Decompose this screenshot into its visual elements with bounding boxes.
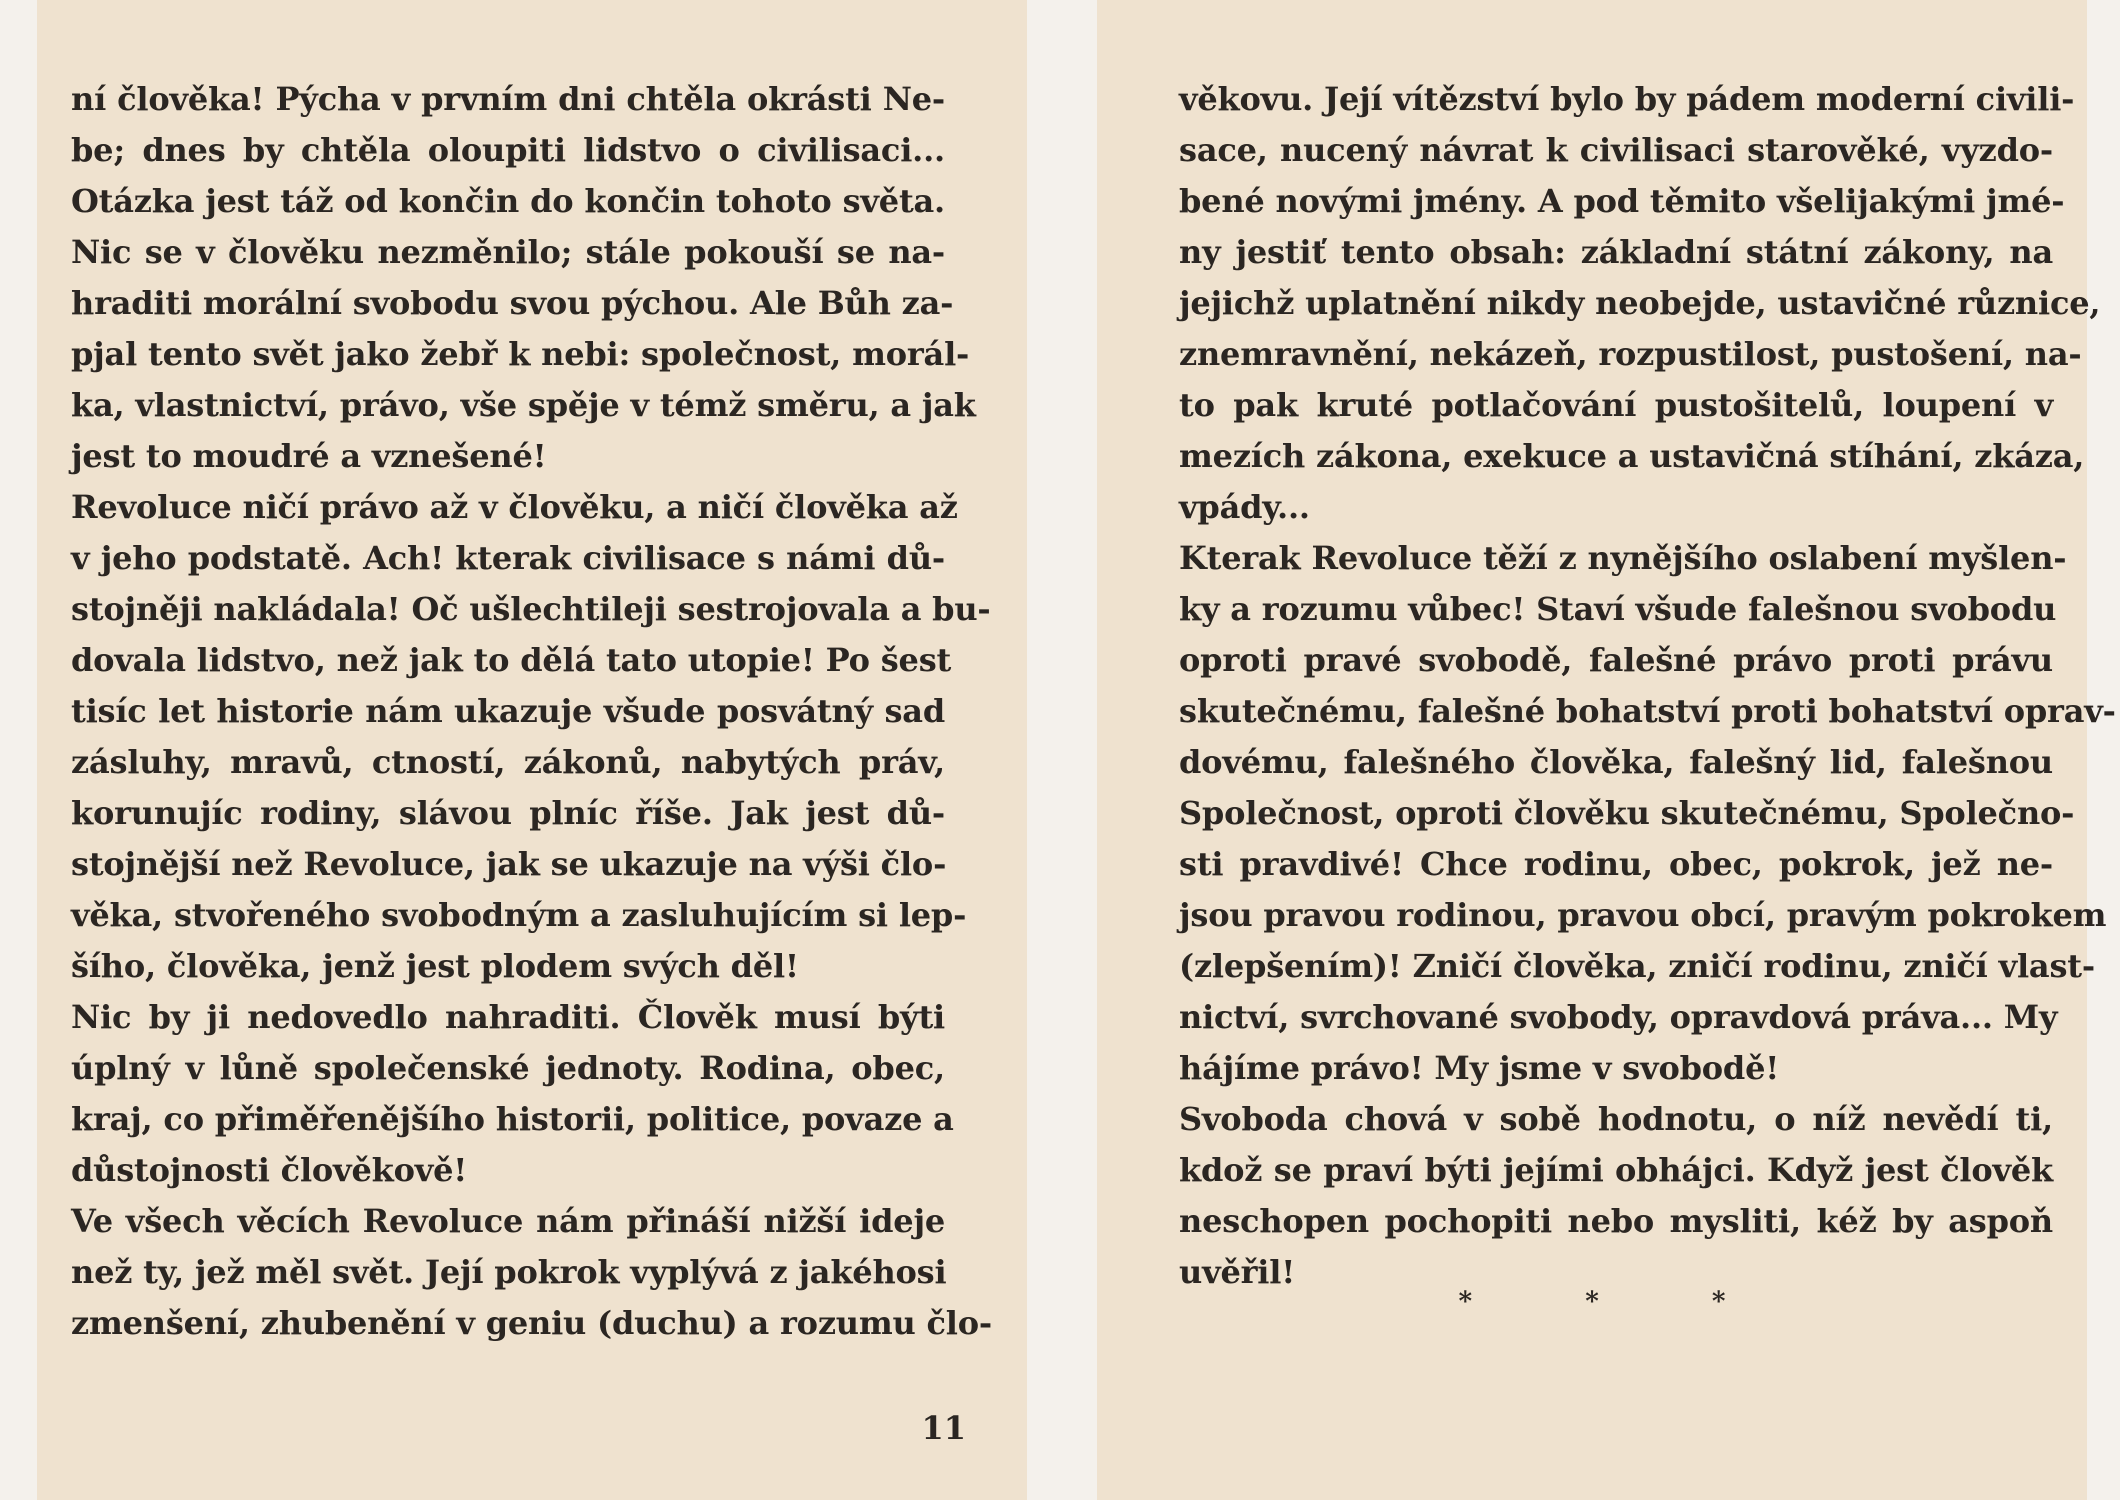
right-page-text	[1179, 74, 2116, 1298]
text-line: tisíc let historie nám ukazuje všude posvátný sad	[71, 692, 945, 730]
text-line: ní člověka! Pýcha v prvním dni chtěla okrásti Ne-	[71, 80, 945, 118]
text-line: hájíme právo! My jsme v svobodě!	[1179, 1049, 1780, 1087]
text-line: mezích zákona, exekuce a ustavičná stíhání, zkáza,	[1179, 437, 2085, 475]
text-line: věkovu. Její vítězství bylo by pádem moderní civili-	[1179, 80, 2075, 118]
text-line: než ty, jež měl svět. Její pokrok vyplývá z jakéhosi	[71, 1253, 947, 1291]
text-line: Kterak Revoluce těží z nynějšího oslabení myšlen-	[1179, 539, 2067, 577]
text-line: věka, stvořeného svobodným a zasluhujícím si lep-	[71, 896, 967, 934]
text-line: Nic by ji nedovedlo nahraditi. Člověk musí býti	[71, 998, 945, 1036]
text-line: znemravnění, nekázeň, rozpustilost, pustošení, na-	[1179, 335, 2082, 373]
text-line: Společnost, oproti člověku skutečnému, Společno-	[1179, 794, 2075, 832]
text-line: hraditi morální svobodu svou pýchou. Ale Bůh za-	[71, 284, 954, 322]
text-line: zmenšení, zhubenění v geniu (duchu) a rozumu člo-	[71, 1304, 992, 1342]
text-line: důstojnosti člověkově!	[71, 1151, 468, 1189]
text-line: skutečnému, falešné bohatství proti bohatství oprav-	[1179, 692, 2116, 730]
text-line: be; dnes by chtěla oloupiti lidstvo o civilisaci...	[71, 131, 945, 169]
text-line: Nic se v člověku nezměnilo; stále pokouší se na-	[71, 233, 945, 271]
text-line: zásluhy, mravů, ctností, zákonů, nabytých práv,	[71, 743, 945, 781]
page-number: 11	[921, 1409, 966, 1447]
text-line: dovému, falešného člověka, falešný lid, falešnou	[1179, 743, 2053, 781]
text-line: Otázka jest táž od končin do končin tohoto světa.	[71, 182, 945, 220]
text-line: (zlepšením)! Zničí člověka, zničí rodinu, zničí vlast-	[1179, 947, 2095, 985]
text-line: vpády...	[1179, 488, 1310, 526]
text-line: Svoboda chová v sobě hodnotu, o níž nevědí ti,	[1179, 1100, 2053, 1138]
text-line: uvěřil!	[1179, 1253, 1296, 1291]
text-line: kraj, co přiměřenějšího historii, politice, povaze a	[71, 1100, 954, 1138]
left-page-text	[71, 74, 992, 1349]
text-line: kdož se praví býti jejími obhájci. Když jest člověk	[1179, 1151, 2053, 1189]
text-line: jsou pravou rodinou, pravou obcí, pravým pokrokem	[1179, 896, 2107, 934]
text-line: ny jestiť tento obsah: základní státní zákony, na	[1179, 233, 2053, 271]
text-line: nictví, svrchované svobody, opravdová práva... My	[1179, 998, 2058, 1036]
text-line: šího, člověka, jenž jest plodem svých děl!	[71, 947, 799, 985]
text-line: úplný v lůně společenské jednoty. Rodina, obec,	[71, 1049, 945, 1087]
text-line: neschopen pochopiti nebo mysliti, kéž by aspoň	[1179, 1202, 2053, 1240]
text-line: stojnější než Revoluce, jak se ukazuje na výši člo-	[71, 845, 947, 883]
right-page	[1097, 0, 2116, 1500]
text-line: to pak kruté potlačování pustošitelů, loupení v	[1179, 386, 2053, 424]
text-line: v jeho podstatě. Ach! kterak civilisace s námi dů-	[71, 539, 945, 577]
text-line: ky a rozumu vůbec! Staví všude falešnou svobodu	[1179, 590, 2057, 628]
left-page	[37, 0, 1027, 1500]
text-line: jest to moudré a vznešené!	[71, 437, 547, 475]
text-line: stojněji nakládala! Oč ušlechtileji sestrojovala a bu-	[71, 590, 991, 628]
text-line: ka, vlastnictví, právo, vše spěje v témž směru, a jak	[71, 386, 976, 424]
text-line: jejichž uplatnění nikdy neobejde, ustavičné různice,	[1179, 284, 2101, 322]
text-line: korunujíc rodiny, slávou plníc říše. Jak jest dů-	[71, 794, 945, 832]
text-line: Revoluce ničí právo až v člověku, a ničí člověka až	[71, 488, 958, 526]
text-line: pjal tento svět jako žebř k nebi: společnost, morál-	[71, 335, 970, 373]
text-line: Ve všech věcích Revoluce nám přináší nižší ideje	[71, 1202, 945, 1240]
text-line: dovala lidstvo, než jak to dělá tato utopie! Po šest	[71, 641, 952, 679]
text-line: bené novými jmény. A pod těmito všelijakými jmé-	[1179, 182, 2065, 220]
text-line: sti pravdivé! Chce rodinu, obec, pokrok, jež ne-	[1179, 845, 2053, 883]
text-line: oproti pravé svobodě, falešné právo proti právu	[1179, 641, 2053, 679]
section-separator: * * *	[1458, 1287, 1778, 1317]
text-line: sace, nucený návrat k civilisaci starověké, vyzdo-	[1179, 131, 2053, 169]
